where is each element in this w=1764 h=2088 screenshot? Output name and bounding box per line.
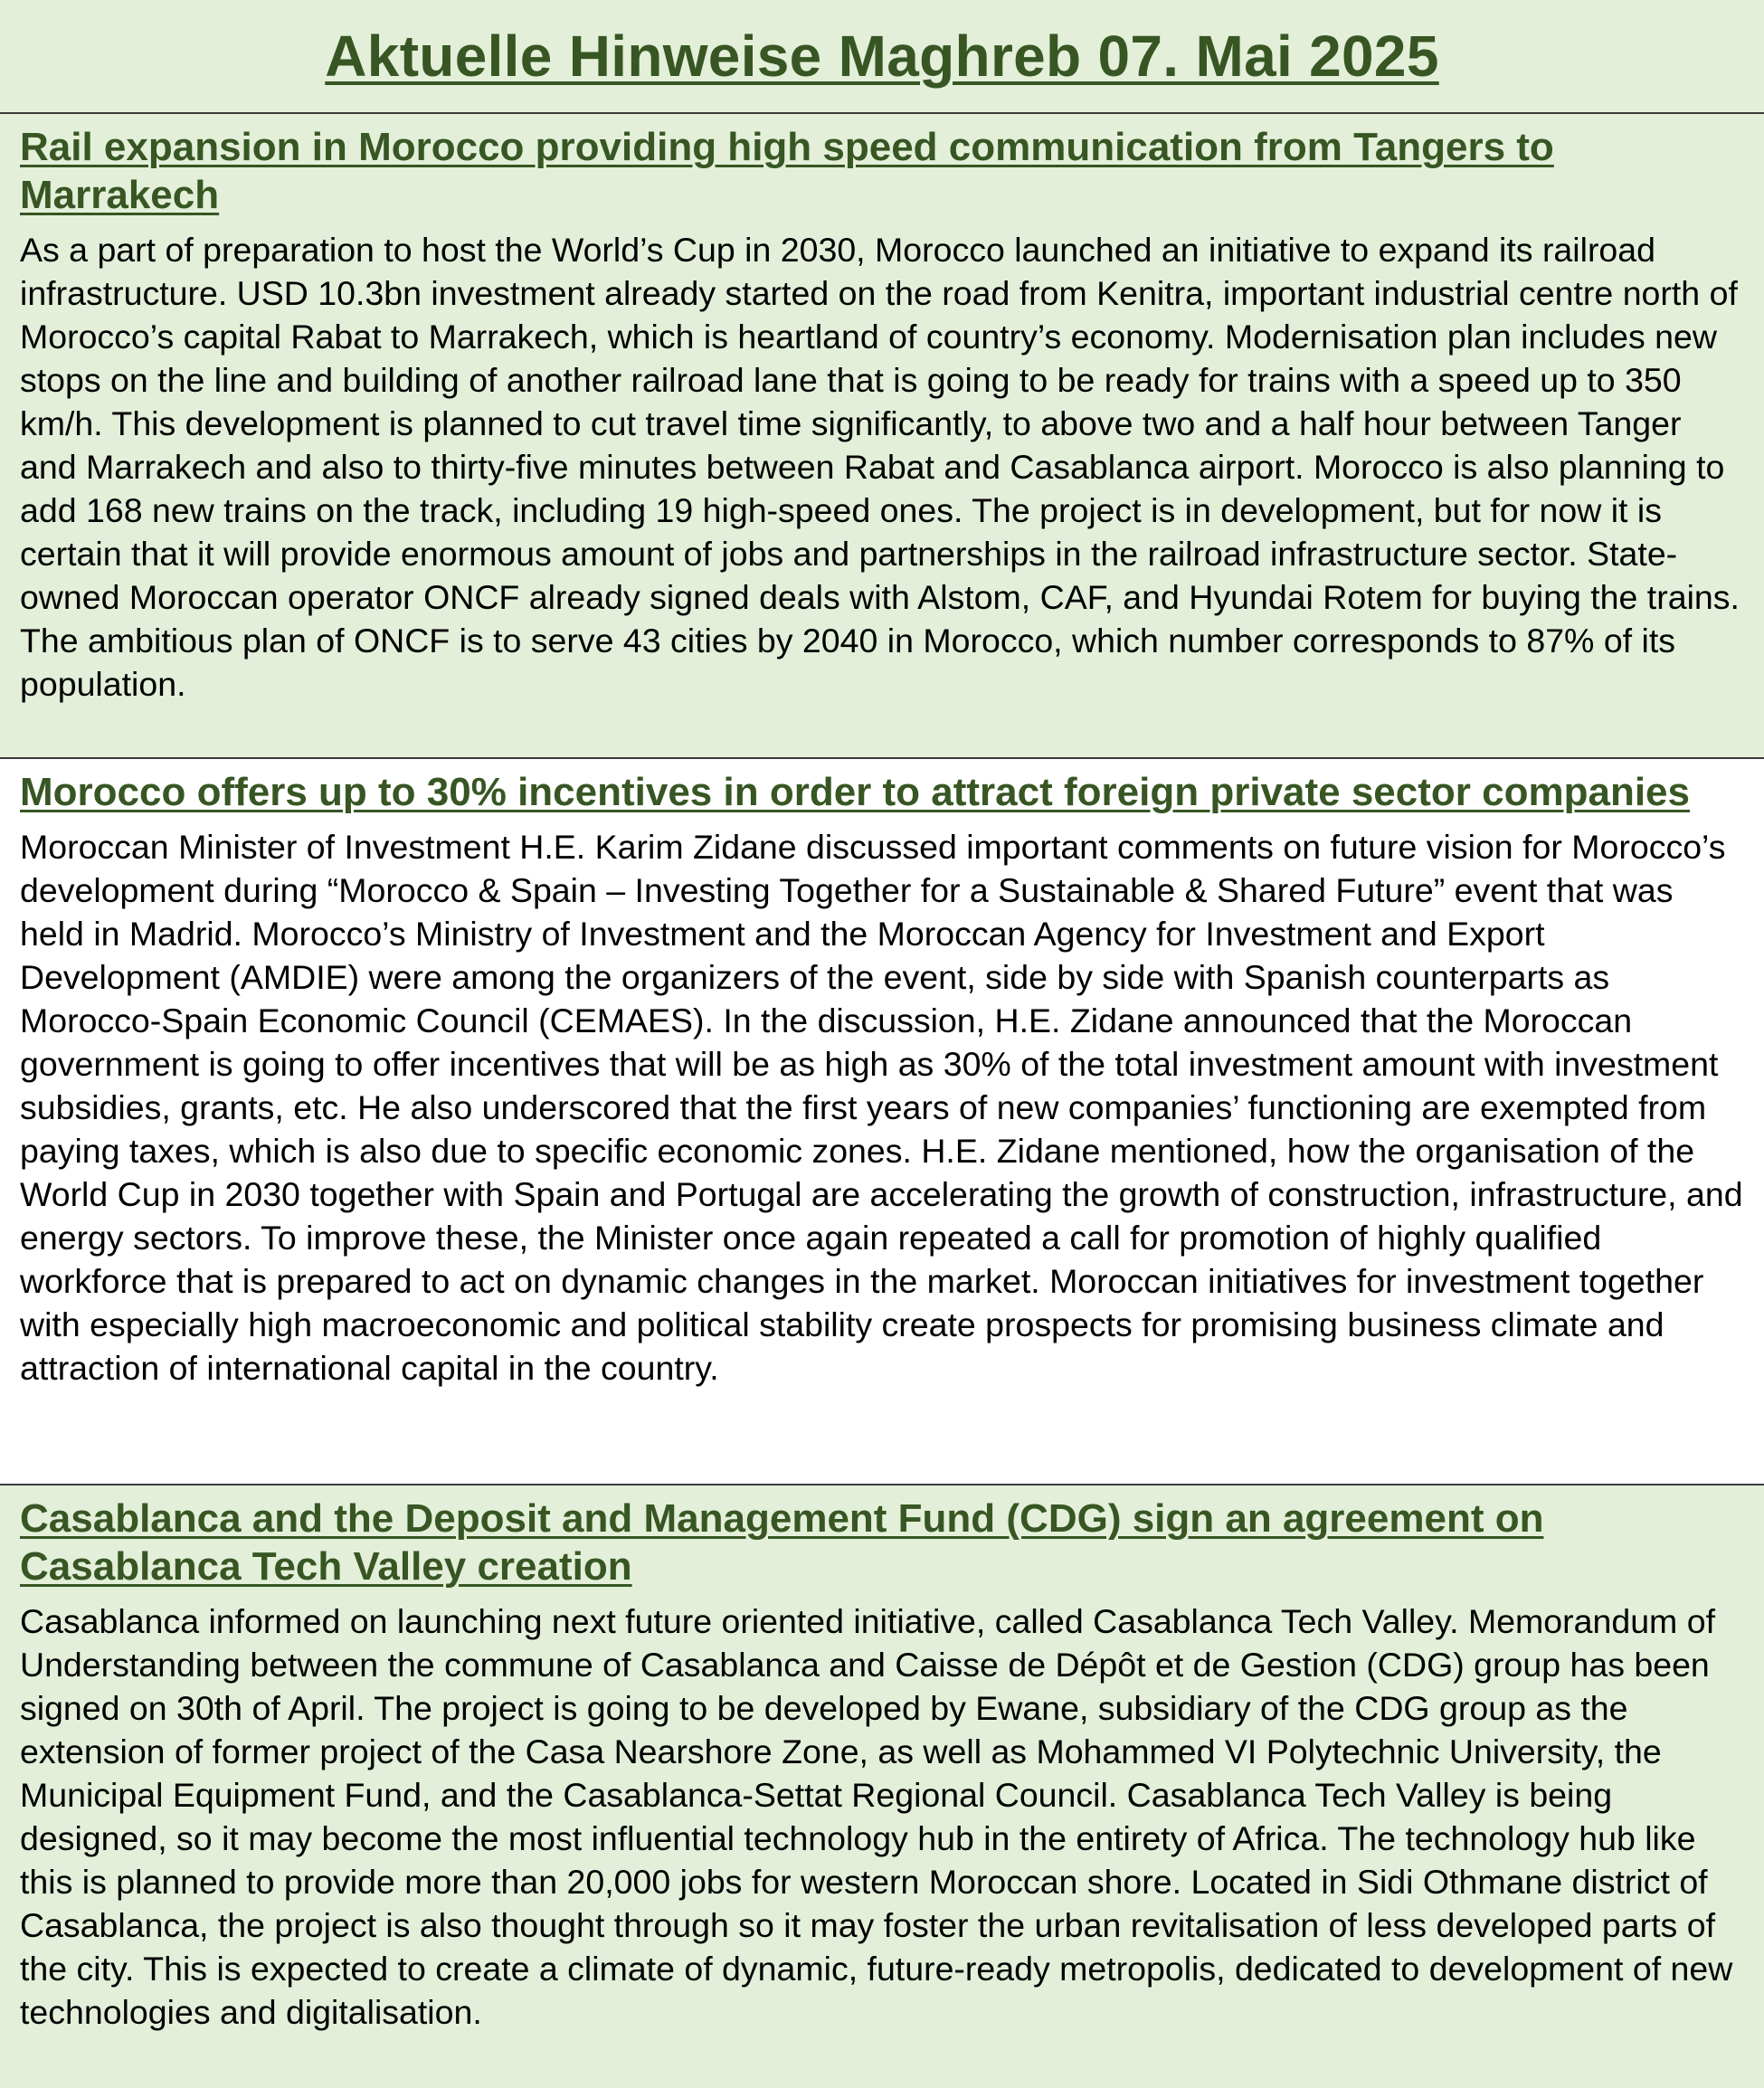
document-title: Aktuelle Hinweise Maghreb 07. Mai 2025 [325, 24, 1439, 89]
document-header [0, 0, 1764, 114]
article-casablanca-tech-valley [0, 1485, 1764, 2088]
article-body: Moroccan Minister of Investment H.E. Karim Zidane discussed important comments on future vision for Morocco’s development during “Morocco & Spain – Investing Together for a Sustainable & Shared Future” event that was held in Madrid. Morocco’s Ministry of Investment and the Moroccan Agency for Investment and Export Development (AMDIE) were among the organizers of the event, side by side with Spanish counterparts as Morocco-Spain Economic Council (CEMAES). In the discussion, H.E. Zidane announced that the Moroccan government is going to offer incentives that will be as high as 30% of the total investment amount with investment subsidies, grants, etc. He also underscored that the first years of new companies’ functioning are exempted from paying taxes, which is also due to specific economic zones. H.E. Zidane mentioned, how the organisation of the World Cup in 2030 together with Spain and Portugal are accelerating the growth of construction, infrastructure, and energy sectors. To improve these, the Minister once again repeated a call for promotion of highly qualified workforce that is prepared to act on dynamic changes in the market. Moroccan initiatives for investment together with especially high macroeconomic and political stability create prospects for promising business climate and attraction of international capital in the country. [20, 828, 1743, 1387]
article-rail-expansion [0, 114, 1764, 759]
article-investment-incentives [0, 759, 1764, 1485]
article-heading: Casablanca and the Deposit and Management Fund (CDG) sign an agreement on Casablanca Tech Valley creation [20, 1496, 1544, 1589]
article-heading: Rail expansion in Morocco providing high speed communication from Tangers to Marrakech [20, 125, 1554, 217]
article-body: As a part of preparation to host the World’s Cup in 2030, Morocco launched an initiative to expand its railroad infrastructure. USD 10.3bn investment already started on the road from Kenitra, important industrial centre north of Morocco’s capital Rabat to Marrakech, which is heartland of country’s economy. Modernisation plan includes new stops on the line and building of another railroad lane that is going to be ready for trains with a speed up to 350 km/h. This development is planned to cut travel time significantly, to above two and a half hour between Tanger and Marrakech and also to thirty-five minutes between Rabat and Casablanca airport. Morocco is also planning to add 168 new trains on the track, including 19 high-speed ones. The project is in development, but for now it is certain that it will provide enormous amount of jobs and partnerships in the railroad infrastructure sector. State-owned Moroccan operator ONCF already signed deals with Alstom, CAF, and Hyundai Rotem for buying the trains. The ambitious plan of ONCF is to serve 43 cities by 2040 in Morocco, which number corresponds to 87% of its population. [20, 231, 1740, 703]
article-body: Casablanca informed on launching next future oriented initiative, called Casablanca Tech Valley. Memorandum of Understanding between the commune of Casablanca and Caisse de Dépôt et de Gestion (CDG) group has been signed on 30th of April. The project is going to be developed by Ewane, subsidiary of the CDG group as the extension of former project of the Casa Nearshore Zone, as well as Mohammed VI Polytechnic University, the Municipal Equipment Fund, and the Casablanca-Settat Regional Council. Casablanca Tech Valley is being designed, so it may become the most influential technology hub in the entirety of Africa. The technology hub like this is planned to provide more than 20,000 jobs for western Moroccan shore. Located in Sidi Othmane district of Casablanca, the project is also thought through so it may foster the urban revitalisation of less developed parts of the city. This is expected to create a climate of dynamic, future-ready metropolis, dedicated to development of new technologies and digitalisation. [20, 1602, 1733, 2031]
article-heading: Morocco offers up to 30% incentives in order to attract foreign private sector companies [20, 770, 1690, 814]
